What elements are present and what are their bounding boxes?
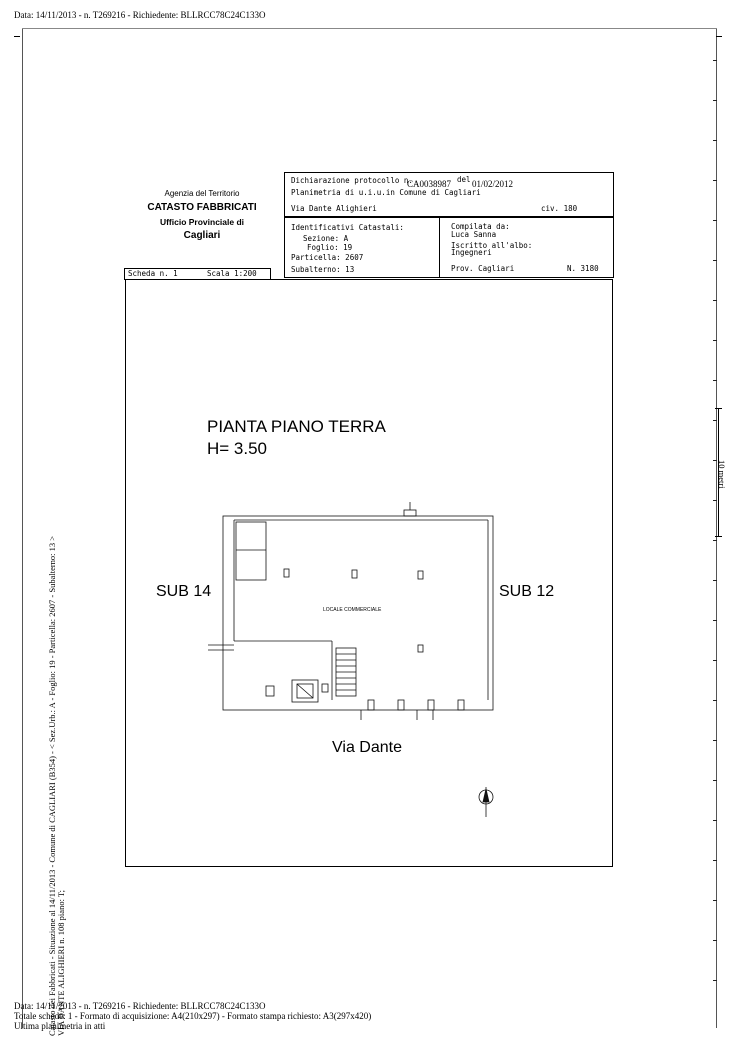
sub-12-label: SUB 12 (499, 583, 555, 600)
catasto-title: CATASTO FABBRICATI (147, 202, 257, 213)
subalterno-value: Subalterno: 13 (291, 265, 355, 274)
scale-bar-label: 10 metri (717, 460, 727, 489)
foglio-value: Foglio: 19 (307, 243, 353, 252)
street-label: Via Dante (332, 739, 402, 756)
civic-number: civ. 180 (541, 204, 578, 213)
albo-value: Ingegneri (451, 248, 492, 257)
iscritto-label: Iscritto all'albo: (451, 241, 533, 250)
address-text: Via Dante Alighieri (291, 204, 377, 213)
scale-bar-tick (715, 408, 722, 409)
identificativi-title: Identificativi Catastali: (291, 223, 404, 232)
sub-14-label: SUB 14 (156, 583, 212, 600)
province-name: Cagliari (183, 230, 221, 241)
plan-outline (223, 516, 493, 710)
numero-value: N. 3180 (567, 264, 599, 273)
plan-height: H= 3.50 (207, 439, 268, 458)
footer-line-1: Data: 14/11/2013 - n. T269216 - Richiedente: BLLRCC78C24C133O (14, 1001, 266, 1011)
particella-value: Particella: 2607 (291, 253, 364, 262)
protocollo-label: Dichiarazione protocollo n. (291, 176, 413, 185)
side-caption-2: VIA DANTE ALIGHIERI n. 108 piano: T; (56, 890, 66, 1036)
protocollo-value: CA0038987 (407, 179, 452, 189)
plan-title: PIANTA PIANO TERRA (207, 417, 386, 436)
footer-line-3: Ultima planimetria in atti (14, 1021, 106, 1031)
locale-label: LOCALE COMMERCIALE (323, 607, 382, 613)
footer-line-2: Totale schede: 1 - Formato di acquisizione: A4(210x297) - Formato stampa richiesto: A3(297x420) (14, 1011, 372, 1021)
del-value: 01/02/2012 (472, 179, 514, 189)
side-caption-1: Catasto dei Fabbricati - Situazione al 14/11/2013 - Comune di CAGLIARI (B354) - < Sez.Urb.: A - Foglio: 19 - Particella: 2607 - Subalterno: 13 > (47, 535, 57, 1036)
compilata-name: Luca Sanna (451, 230, 497, 239)
prov-value: Prov. Cagliari (451, 264, 515, 273)
scale-label: Scala 1:200 (207, 269, 257, 278)
compilata-label: Compilata da: (451, 222, 510, 231)
ufficio-label: Ufficio Provinciale di (159, 217, 245, 227)
sezione-value: Sezione: A (303, 234, 349, 243)
document-header: Data: 14/11/2013 - n. T269216 - Richiedente: BLLRCC78C24C133O (14, 10, 266, 20)
planimetria-text: Planimetria di u.i.u.in Comune di Cagliari (291, 188, 481, 197)
scheda-label: Scheda n. 1 (128, 269, 178, 278)
agency-name: Agenzia del Territorio (164, 189, 240, 198)
scale-bar-tick (715, 536, 722, 537)
del-label: del (457, 175, 471, 184)
